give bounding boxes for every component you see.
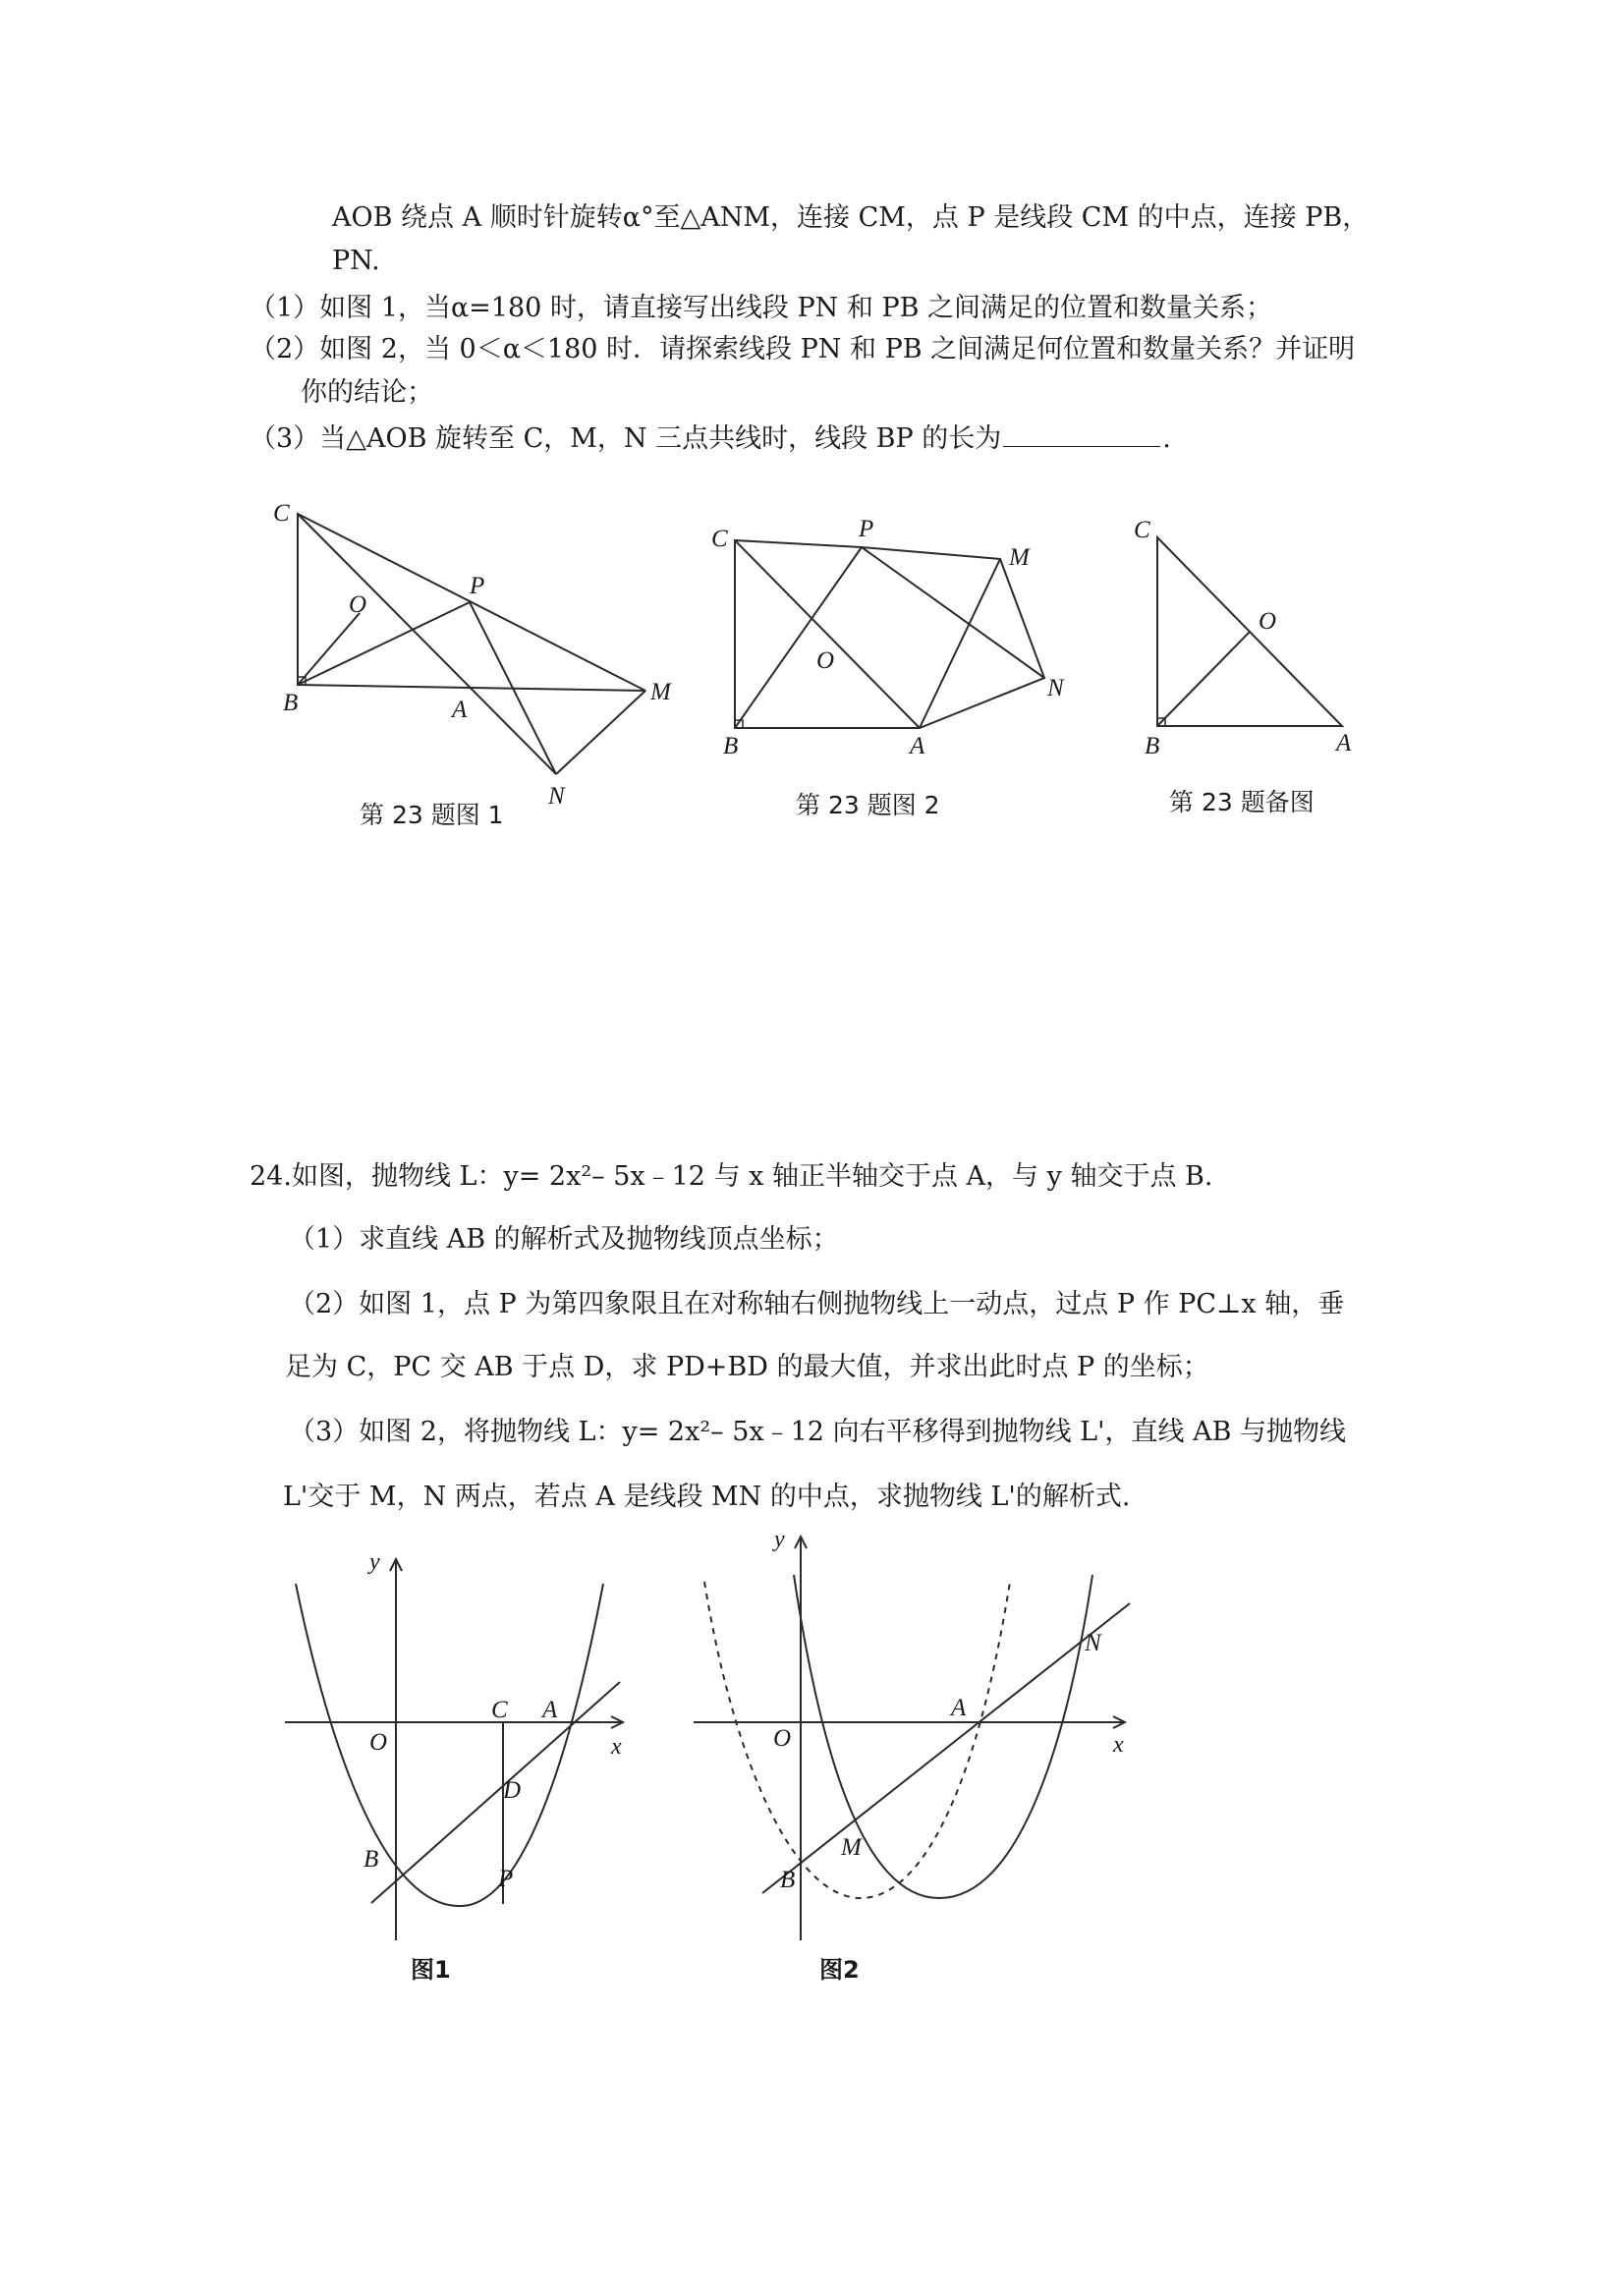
label-O: O [1259, 608, 1277, 635]
label-A: A [542, 1697, 558, 1723]
q24-part2-line1: （2）如图 1，点 P 为第四象限且在对称轴右侧抛物线上一动点，过点 P 作 PC⊥x 轴，垂 [289, 1289, 1345, 1319]
label-O: O [349, 591, 367, 618]
q23-part3-end: . [1162, 423, 1171, 454]
label-M: M [650, 679, 671, 705]
q24-figure-1-labels [364, 1549, 622, 1892]
label-C: C [273, 500, 290, 527]
q24-part3-line1: （3）如图 2，将抛物线 L：y= 2x²– 5x﹣12 向右平移得到抛物线 L'，直线 AB 与抛物线 [289, 1417, 1347, 1447]
label-A: A [1336, 730, 1352, 756]
axis-x-label: x [611, 1734, 622, 1760]
label-O: O [773, 1725, 792, 1752]
label-N: N [548, 783, 565, 810]
q24-part1: （1）求直线 AB 的解析式及抛物线顶点坐标； [289, 1224, 839, 1255]
q23-part2-line1: （2）如图 2，当 0＜α＜180 时．请探索线段 PN 和 PB 之间满足何位置和数量关系？并证明 [250, 334, 1356, 364]
q23-fig3-caption: 第 23 题备图 [1169, 788, 1315, 816]
label-M: M [1009, 544, 1030, 571]
q24-fig1-caption: 图1 [411, 1956, 451, 1984]
q23-figure-1 [298, 514, 645, 774]
q23-fig2-caption: 第 23 题图 2 [796, 791, 940, 819]
q24-figure-2-labels [772, 1527, 1124, 1893]
label-A: A [452, 697, 468, 723]
label-O: O [369, 1729, 388, 1756]
axis-y-label: y [369, 1549, 380, 1575]
label-C: C [491, 1697, 508, 1723]
label-B: B [364, 1846, 379, 1873]
q23-fig1-caption: 第 23 题图 1 [360, 801, 504, 829]
q23-figure-2 [735, 540, 1044, 728]
q23-part3-text: （3）当△AOB 旋转至 C，M，N 三点共线时，线段 BP 的长为 [250, 423, 1002, 454]
label-B: B [283, 690, 299, 716]
label-P: P [470, 573, 485, 599]
label-B: B [1145, 733, 1160, 759]
label-B: B [780, 1867, 796, 1893]
label-B: B [723, 733, 739, 759]
label-P: P [498, 1866, 514, 1892]
label-D: D [503, 1777, 522, 1804]
q24-part3-line2: L'交于 M，N 两点，若点 A 是线段 MN 的中点，求抛物线 L'的解析式. [283, 1482, 1131, 1512]
q23-intro-line2: PN. [332, 246, 380, 276]
q23-part2-line2: 你的结论； [301, 377, 433, 408]
q24-figure-1 [285, 1559, 623, 1940]
q23-figure-1-labels [273, 500, 672, 810]
axis-y-label: y [774, 1527, 785, 1552]
q23-intro-line1: AOB 绕点 A 顺时针旋转α°至△ANM，连接 CM，点 P 是线段 CM 的中点，连接 PB， [332, 202, 1370, 233]
label-O: O [816, 647, 835, 674]
label-P: P [859, 516, 874, 542]
label-N: N [1085, 1630, 1101, 1656]
q24-stem: 24.如图，抛物线 L：y= 2x²– 5x﹣12 与 x 轴正半轴交于点 A，与 y 轴交于点 B. [250, 1161, 1213, 1192]
label-C: C [711, 526, 728, 552]
q24-figure-2 [694, 1537, 1130, 1940]
label-A: A [951, 1695, 967, 1721]
q23-figure-3 [1157, 537, 1342, 726]
label-C: C [1134, 517, 1150, 543]
q24-part2-line2: 足为 C，PC 交 AB 于点 D，求 PD+BD 的最大值，并求出此时点 P 的坐标； [285, 1352, 1209, 1382]
q24-fig2-caption: 图2 [819, 1956, 860, 1984]
label-A: A [910, 733, 925, 759]
q23-part1: （1）如图 1，当α=180 时，请直接写出线段 PN 和 PB 之间满足的位置和数量关系； [250, 293, 1273, 323]
label-N: N [1047, 675, 1064, 701]
axis-x-label: x [1113, 1732, 1124, 1758]
label-M: M [841, 1834, 862, 1861]
q23-figure-2-labels [711, 516, 1065, 759]
